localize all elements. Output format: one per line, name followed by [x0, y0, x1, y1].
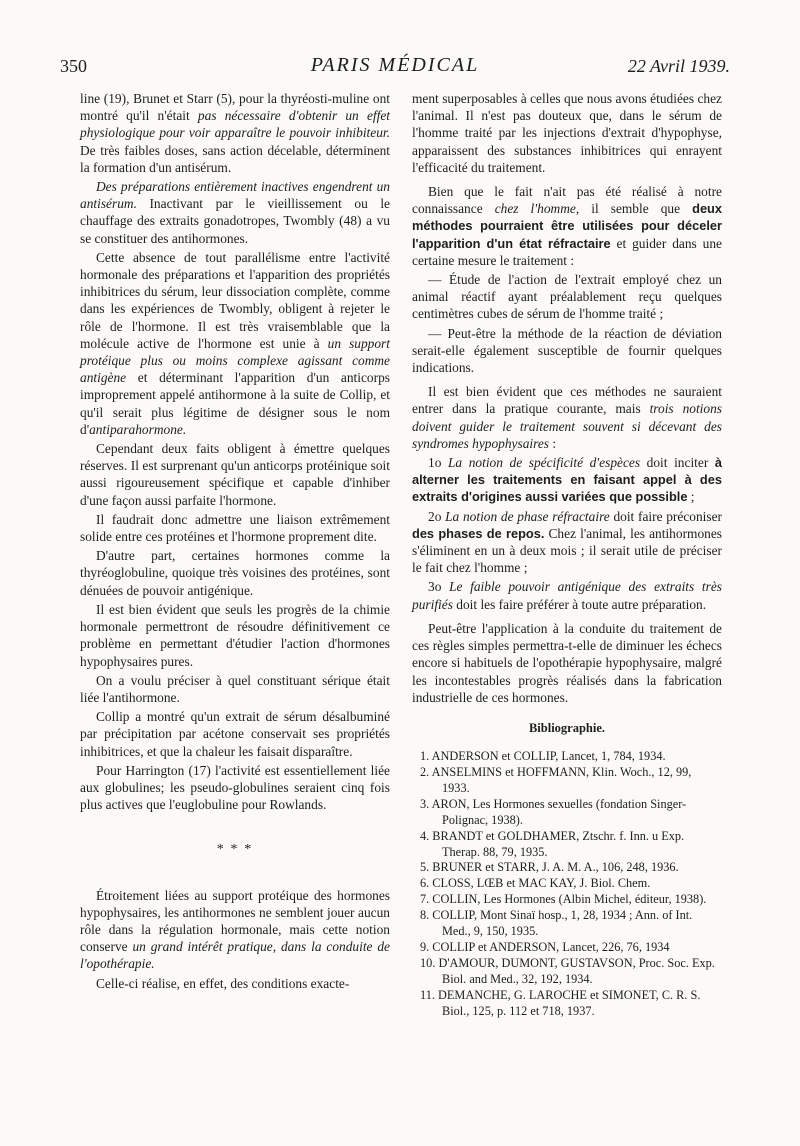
- right-column: [412, 90, 722, 1020]
- paragraph: D'autre part, certaines hormones comme la thyréoglobuline, quoique très voisines des protéines, sont dénuées de pouvoir antigénique.: [80, 548, 390, 598]
- paragraph: — Peut-être la méthode de la réaction de déviation serait-elle également susceptible de fournir quelques indications.: [412, 325, 722, 376]
- paragraph: — Étude de l'action de l'extrait employé chez un animal réactif ayant préalablement reçu quelques centimètres cubes de sérum de l'homme traité ;: [412, 272, 722, 322]
- paragraph: Des préparations entièrement inactives engendrent un antisérum. Inactivant par le vieillissement ou le chauffage des extraits gonadotropes, Twombly (48) a vu se constituer des antihormones.: [80, 179, 390, 246]
- bibliography-entry: 5. BRUNER et STARR, J. A. M. A., 106, 248, 1936.: [420, 860, 679, 875]
- bibliography-entry: 1. ANDERSON et COLLIP, Lancet, 1, 784, 1934.: [420, 749, 666, 764]
- paragraph: Peut-être l'application à la conduite du traitement de ces règles simples permettra-t-elle de diminuer les échecs encore si habituels de l'opothérapie hypophysaire, malgré les incontestables progrès réalisés dans la fabrication industrielle de ces hormones.: [412, 620, 722, 705]
- left-column: [80, 90, 390, 994]
- journal-title: PARIS MÉDICAL: [310, 54, 480, 76]
- paragraph: Celle-ci réalise, en effet, des conditions exacte-: [96, 975, 350, 991]
- section-separator: * * *: [216, 842, 254, 858]
- bibliography-entry: 8. COLLIP, Mont Sinaï hosp., 1, 28, 1934 ; Ann. of Int. Med., 9, 150, 1935.: [420, 908, 693, 939]
- bibliography-entry: 4. BRANDT et GOLDHAMER, Ztschr. f. Inn. u Exp. Therap. 88, 79, 1935.: [420, 828, 685, 859]
- bibliography-entry: 9. COLLIP et ANDERSON, Lancet, 226, 76, 1934: [420, 939, 670, 954]
- paragraph: Il est bien évident que ces méthodes ne sauraient entrer dans la pratique courante, mais trois notions doivent guider le traitement souvent si décevant des syndromes hypophysaires :: [412, 384, 722, 451]
- paragraph: Cette absence de tout parallélisme entre l'activité hormonale des préparations et l'apparition des propriétés inhibitrices du sérum, leur dissociation complète, comme dans les expériences de Twombly, obligent à rejeter le rôle de l'hormone. Il est très vraisemblable que la molécule active de l'hormone est unie à un support protéique plus ou moins complexe agissant comme antigène et déterminant l'apparition d'un anticorps improprement appelé antihormone à la suite de Collip, et qu'il serait plus légitime de désigner sous le nom d'antiparahormone.: [80, 249, 390, 437]
- paragraph: Il faudrait donc admettre une liaison extrêmement solide entre ces protéines et l'hormone proprement dite.: [80, 511, 390, 545]
- paragraph: Cependant deux faits obligent à émettre quelques réserves. Il est surprenant qu'un anticorps protéinique soit aussi rigoureusement spécifique et capable d'inhiber d'une façon aussi parfaite l'hormone.: [80, 441, 390, 508]
- paragraph: 1o La notion de spécificité d'espèces doit inciter à alterner les traitements en faisant appel à des extraits d'origines aussi variées que possible ;: [412, 455, 722, 505]
- bibliography-title: Bibliographie.: [528, 720, 606, 735]
- paragraph: Collip a montré qu'un extrait de sérum désalbuminé par précipitation par acétone conservait ses propriétés inhibitrices, et que la chaleur les faisait disparaître.: [80, 709, 390, 759]
- paragraph: Pour Harrington (17) l'activité est essentiellement liée aux globulines; les pseudo-globulines seraient cinq fois plus actives que l'euglobuline pour Rowlands.: [80, 762, 390, 813]
- bibliography-entry: 2. ANSELMINS et HOFFMANN, Klin. Woch., 12, 99, 1933.: [420, 765, 692, 795]
- bibliography-entry: 10. D'AMOUR, DUMONT, GUSTAVSON, Proc. Soc. Exp. Biol. and Med., 32, 192, 1934.: [420, 955, 715, 986]
- paragraph: Étroitement liées au support protéique des hormones hypophysaires, les antihormones ne semblent jouer aucun rôle dans la régulation hormonale, mais cette notion conserve un grand intérêt pratique, dans la conduite de l'opothérapie.: [80, 887, 390, 972]
- paragraph: line (19), Brunet et Starr (5), pour la thyréosti-muline ont montré qu'il n'était pas nécessaire d'obtenir un effet physiologique pour voir apparaître le pouvoir inhibiteur. De très faibles doses, sans action décelable, déterminent la formation d'un antisérum.: [80, 91, 390, 175]
- issue-date: 22 Avril 1939.: [627, 56, 730, 76]
- paragraph: 2o La notion de phase réfractaire doit faire préconiser des phases de repos. Chez l'animal, les antihormones s'éliminent en un à deux mois ; il serait utile de préciser le fait chez l'homme ;: [412, 508, 722, 576]
- paragraph: Il est bien évident que seuls les progrès de la chimie hormonale permettront de résoudre définitivement ce problème en permettant d'étudier l'action d'hormones hypophysaires pures.: [80, 601, 390, 669]
- bibliography-entry: 3. ARON, Les Hormones sexuelles (fondation Singer-Polignac, 1938).: [420, 796, 687, 827]
- bibliography-entry: 7. COLLIN, Les Hormones (Albin Michel, éditeur, 1938).: [420, 892, 707, 907]
- paragraph: 3o Le faible pouvoir antigénique des extraits très purifiés doit les faire préférer à toute autre préparation.: [412, 579, 722, 612]
- paragraph: On a voulu préciser à quel constituant sérique était liée l'antihormone.: [80, 672, 390, 705]
- paragraph: Bien que le fait n'ait pas été réalisé à notre connaissance chez l'homme, il semble que deux méthodes pourraient être utilisées pour déceler l'apparition d'un état réfractaire et guider dans une certaine mesure le traitement :: [412, 184, 722, 268]
- bibliography-list: [412, 749, 722, 1019]
- bibliography-entry: 6. CLOSS, LŒB et MAC KAY, J. Biol. Chem.: [420, 876, 651, 891]
- page-header: [60, 56, 730, 82]
- page-number: 350: [60, 56, 87, 76]
- bibliography-entry: 11. DEMANCHE, G. LAROCHE et SIMONET, C. R. S. Biol., 125, p. 112 et 718, 1937.: [420, 987, 701, 1018]
- paragraph: ment superposables à celles que nous avons étudiées chez l'animal. Il n'est pas douteux que, dans le sérum de l'homme traité par les injections d'extrait d'hypophyse, apparaissent des substances inhibitrices qui enrayent l'efficacité du traitement.: [412, 91, 722, 175]
